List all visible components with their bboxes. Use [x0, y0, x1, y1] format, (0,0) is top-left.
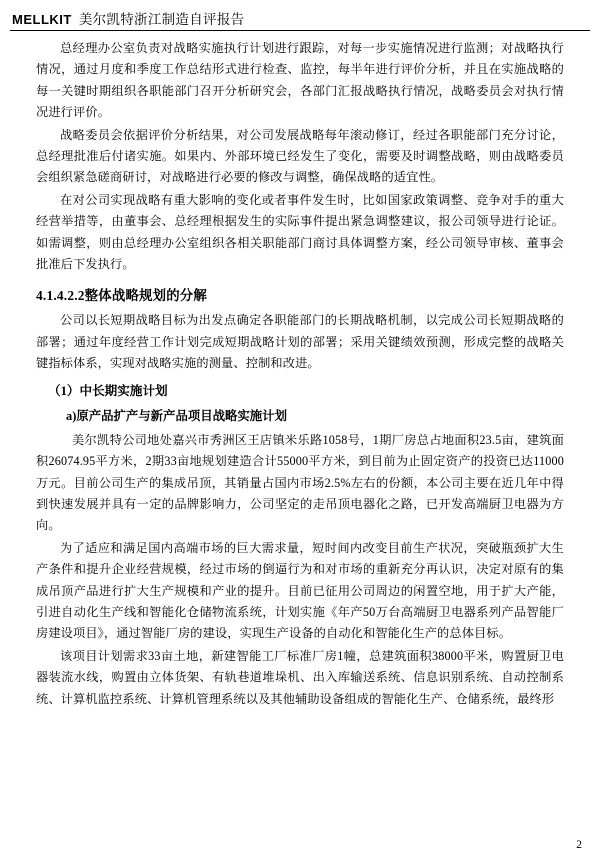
paragraph: 公司以长短期战略目标为出发点确定各职能部门的长期战略机制，以完成公司长短期战略的部署；通过年度经营工作计划完成短期战略计划的部署；采用关键绩效预测，形成完整的战略关键指标体系，实现对战略实施的测量、控制和改进。 — [36, 313, 564, 371]
header-divider — [10, 30, 590, 31]
paragraph: 为了适应和满足国内高端市场的巨大需求量，短时间内改变目前生产状况，突破瓶颈扩大生产条件和提升企业经营规模，经过市场的倒逼行为和对市场的重新充分再认识，决定对原有的集成吊顶产品进行扩大生产规模和产业的提升。目前已征用公司周边的闲置空地，用于扩大产能，引进自动化生产线和智能化仓储物流系统，计划实施《年产50万台高端厨卫电器系列产品智能厂房建设项目》，通过智能厂房的建设，实现生产设备的自动化和智能化生产的总体目标。 — [36, 540, 564, 641]
section-heading: 4.1.4.2.2整体战略规划的分解 — [36, 288, 207, 304]
sub-heading: （1）中长期实施计划 — [48, 383, 168, 398]
document-body — [36, 38, 564, 711]
paragraph: 该项目计划需求33亩土地，新建智能工厂标准厂房1幢，总建筑面积38000平米，购置厨卫电器装流水线，购置由立体货架、有轨巷道堆垛机、出入库输送系统、信息识别系统、自动控制系统、计算机监控系统、计算机管理系统以及其他辅助设备组成的智能化生产、仓储系统，最终形 — [36, 648, 564, 706]
header-title: 美尔凯特浙江制造自评报告 — [78, 12, 245, 27]
paragraph: 总经理办公室负责对战略实施执行计划进行跟踪，对每一步实施情况进行监测；对战略执行情况，通过月度和季度工作总结形式进行检查、监控，每半年进行评价分析，并且在实施战略的每一关键时期组织各职能部门召开分析研究会，各部门汇报战略执行情况，战略委员会对执行情况进行评价。 — [36, 41, 564, 120]
page-header — [12, 8, 588, 32]
paragraph: 在对公司实现战略有重大影响的变化或者事件发生时，比如国家政策调整、竞争对手的重大经营举措等，由董事会、总经理根据发生的实际事件提出紧急调整建议，报公司领导进行论证。如需调整，则由总经理办公室组织各相关职能部门商讨具体调整方案，经公司领导审核、董事会批准后下发执行。 — [36, 192, 564, 272]
brand-logo: MELLKIT — [12, 12, 72, 27]
page-number: 2 — [576, 839, 582, 851]
sub-sub-heading: a)原产品扩产与新产品项目战略实施计划 — [66, 409, 287, 424]
paragraph: 美尔凯特公司地处嘉兴市秀洲区王店镇米乐路1058号，1期厂房总占地面积23.5亩，建筑面积26074.95平方米，2期33亩地规划建造合计55000平方米，到目前为止固定资产的投资已达11000万元。目前公司生产的集成吊顶，其销量占国内市场2.5%左右的份额，本公司主要在近几年中得到快速发展并具有一定的品牌影响力，公司坚定的走吊顶电器化之路，已开发高端厨卫电器为方向。 — [36, 432, 564, 533]
paragraph: 战略委员会依据评价分析结果，对公司发展战略每年滚动修订，经过各职能部门充分讨论，总经理批准后付诸实施。如果内、外部环境已经发生了变化，需要及时调整战略，则由战略委员会组织紧急磋商研讨，对战略进行必要的修改与调整，确保战略的适宜性。 — [36, 127, 564, 185]
